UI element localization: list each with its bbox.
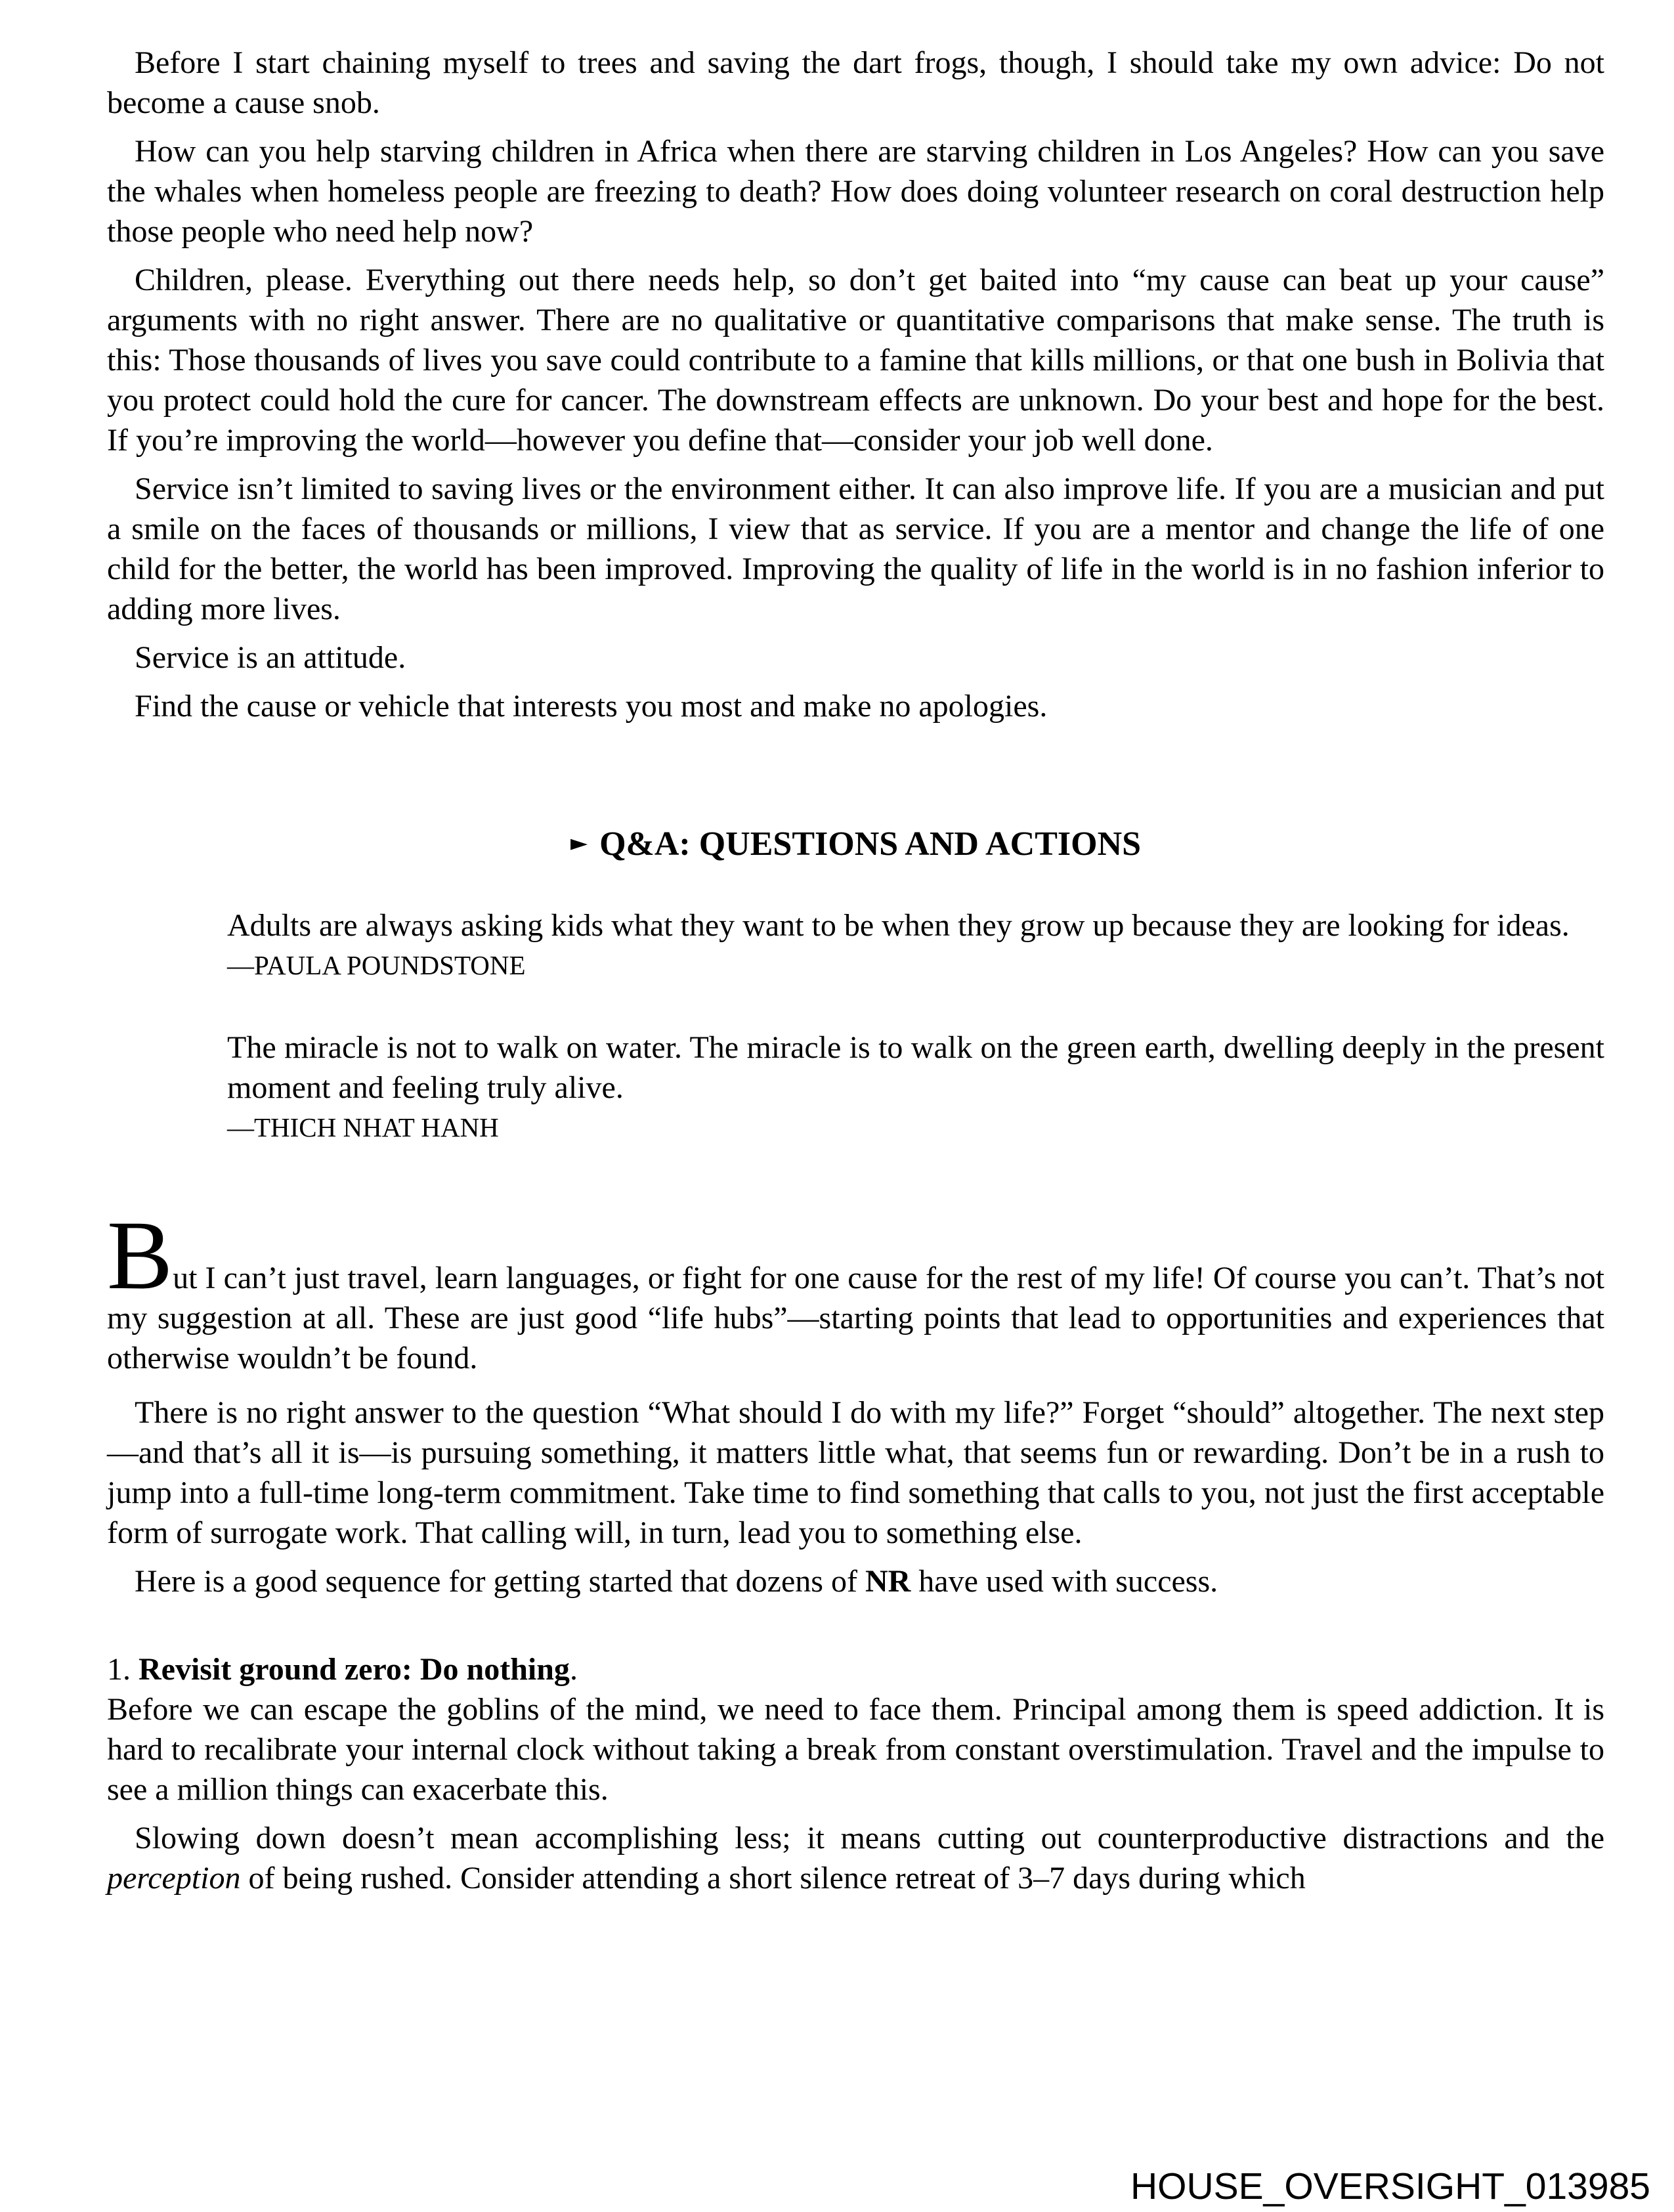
quote-text: Adults are always asking kids what they want to be when they grow up because they are looking for ideas.	[227, 908, 1570, 943]
step-1-block	[107, 1649, 1604, 1810]
step-title: Revisit ground zero: Do nothing	[139, 1652, 570, 1687]
quote-attribution: —THICH NHAT HANH	[227, 1112, 499, 1142]
perception-italic: perception	[107, 1861, 241, 1896]
qa-heading	[107, 821, 1604, 866]
paragraph-text: Here is a good sequence for getting started that dozens of	[135, 1564, 865, 1599]
arrow-right-icon: ►	[570, 830, 588, 856]
paragraph-slowing-down	[107, 1818, 1604, 1898]
quote-block-poundstone	[227, 905, 1604, 981]
paragraph-text: have used with success.	[911, 1564, 1218, 1599]
paragraph-service-not-limited: Service isn’t limited to saving lives or the environment either. It can also improve life. If you are a musician and put a smile on the faces of thousands or millions, I view that as service. If you are a mentor and change the life of one child for the better, the world has been improved. Improving the quality of life in the world is in no fashion inferior to adding more lives.	[107, 471, 1604, 626]
quote-block-thich-nhat-hanh	[227, 1028, 1604, 1143]
quote-text: The miracle is not to walk on water. The miracle is to walk on the green earth, dwelling deeply in the present moment and feeling truly alive.	[227, 1030, 1604, 1105]
page-text-block	[107, 43, 1604, 1907]
quote-attribution: —PAULA POUNDSTONE	[227, 950, 526, 980]
paragraph-find-the-cause: Find the cause or vehicle that interests you most and make no apologies.	[135, 689, 1048, 724]
dropcap-letter: B	[107, 1201, 173, 1310]
paragraph-text: of being rushed. Consider attending a short silence retreat of 3–7 days during which	[240, 1861, 1306, 1896]
step-1-title-line	[107, 1649, 1604, 1689]
paragraph-text: ut I can’t just travel, learn languages, or fight for one cause for the rest of my life! Of course you can’t. That’s not my suggestion at all. These are just good “life hubs”—starting points that lead to opportunities and experiences that otherwise wouldn’t be found.	[107, 1261, 1604, 1376]
nr-abbreviation: NR	[865, 1564, 911, 1599]
paragraph-but-i-cant	[107, 1201, 1604, 1378]
qa-heading-text: Q&A: QUESTIONS AND ACTIONS	[599, 825, 1142, 863]
paragraph-goblins: Before we can escape the goblins of the mind, we need to face them. Principal among them is speed addiction. It is hard to recalibrate your internal clock without taking a break from constant overstimulation. Travel and the impulse to see a million things can exacerbate this.	[107, 1692, 1604, 1807]
paragraph-starving-children: How can you help starving children in Africa when there are starving children in Los Angeles? How can you save the whales when homeless people are freezing to death? How does doing volunteer research on coral destruction help those people who need help now?	[107, 134, 1604, 249]
paragraph-text: Slowing down doesn’t mean accomplishing less; it means cutting out counterproductive distractions and the	[135, 1821, 1604, 1855]
step-number: 1.	[107, 1652, 139, 1687]
paragraph-children-please: Children, please. Everything out there needs help, so don’t get baited into “my cause can beat up your cause” arguments with no right answer. There are no qualitative or quantitative comparisons that make sense. The truth is this: Those thousands of lives you save could contribute to a famine that kills millions, or that one bush in Bolivia that you protect could hold the cure for cancer. The downstream effects are unknown. Do your best and hope for the best. If you’re improving the world—however you define that—consider your job well done.	[107, 263, 1604, 458]
paragraph-no-right-answer: There is no right answer to the question “What should I do with my life?” Forget “should” altogether. The next step—and that’s all it is—is pursuing something, it matters little what, that seems fun or rewarding. Don’t be in a rush to jump into a full-time long-term commitment. Take time to find something that calls to you, not just the first acceptable form of surrogate work. That calling will, in turn, lead you to something else.	[107, 1395, 1604, 1550]
bates-number: HOUSE_OVERSIGHT_013985	[1130, 2165, 1650, 2207]
step-title-period: .	[569, 1652, 578, 1687]
paragraph-cause-snob: Before I start chaining myself to trees and saving the dart frogs, though, I should take my own advice: Do not become a cause snob.	[107, 45, 1604, 120]
paragraph-good-sequence	[107, 1561, 1604, 1601]
paragraph-service-attitude: Service is an attitude.	[135, 640, 406, 675]
